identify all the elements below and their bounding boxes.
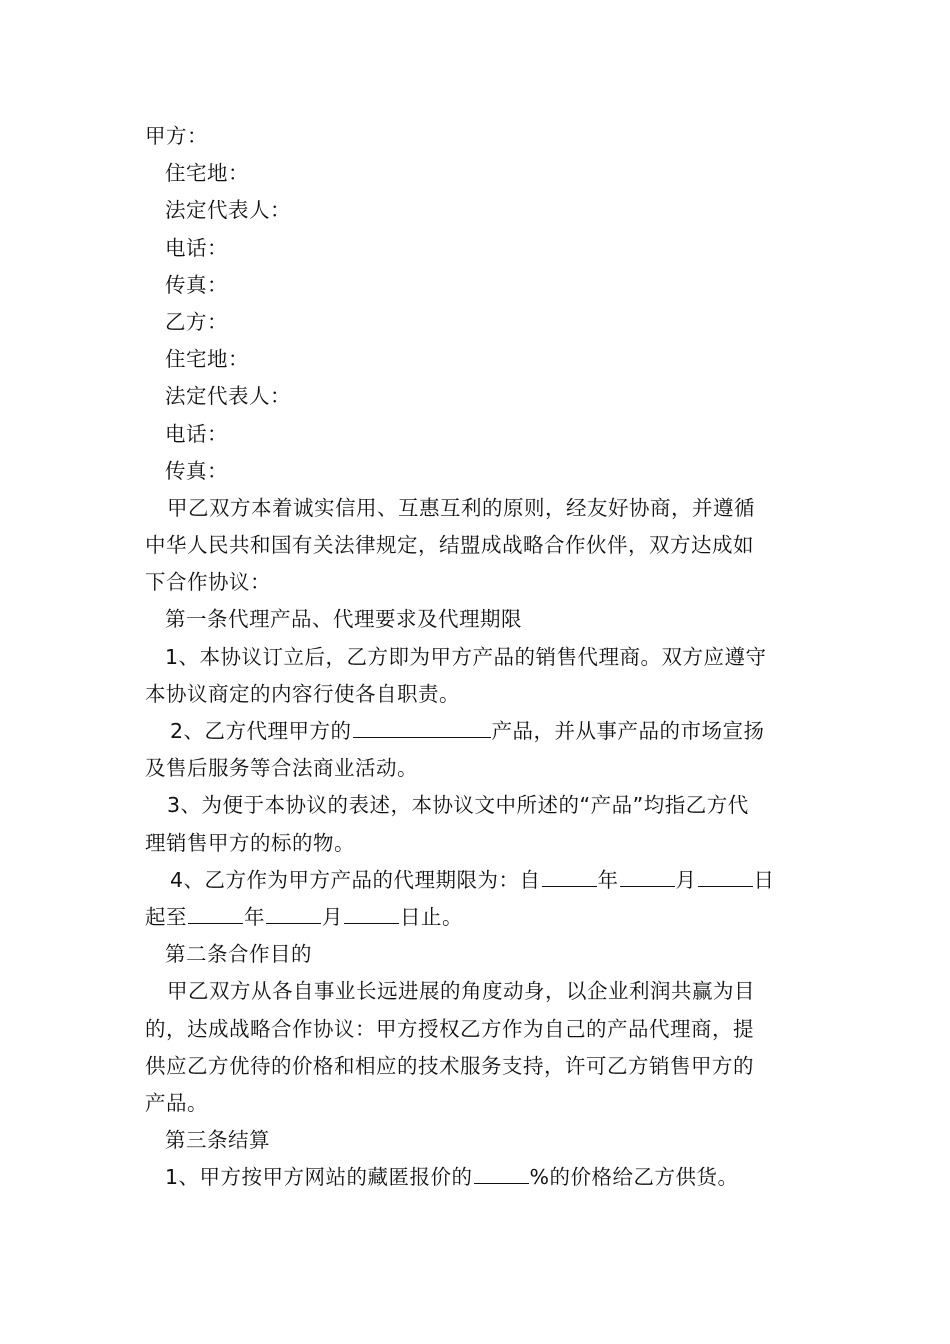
product-blank-field[interactable]: [353, 717, 491, 738]
month-label: 月: [322, 904, 343, 929]
end-year-blank[interactable]: [188, 903, 243, 924]
article-2-line-1: 甲乙双方从各自事业长远进展的角度动身，以企业利润共赢为目: [167, 979, 755, 1004]
clause-2-suffix: 产品，并从事产品的市场宣扬: [491, 719, 765, 743]
clause-2-prefix: 2、乙方代理甲方的: [170, 719, 352, 743]
article-3-title: 第三条结算: [165, 1128, 270, 1153]
article-1-clause-3-line-2: 理销售甲方的标的物。: [145, 830, 355, 855]
party-b-fax: 传真：: [165, 458, 228, 483]
day-label: 日: [753, 867, 775, 892]
article-1-clause-2-line-2: 及售后服务等合法商业活动。: [145, 756, 418, 781]
article-2-line-2: 的，达成战略合作协议：甲方授权乙方作为自己的产品代理商，提: [145, 1016, 754, 1041]
party-a-legal-rep: 法定代表人：: [165, 198, 291, 223]
article-2-line-3: 供应乙方优待的价格和相应的技术服务支持，许可乙方销售甲方的: [145, 1053, 754, 1078]
article-3-clause-1-suffix: %的价格给乙方供货。: [529, 1165, 739, 1190]
party-a-phone: 电话：: [165, 235, 228, 260]
article-1-clause-1-line-2: 本协议商定的内容行使各自职责。: [145, 681, 460, 706]
party-a-residence: 住宅地：: [165, 161, 249, 186]
clause-4-prefix: 4、乙方作为甲方产品的代理期限为：自: [170, 867, 541, 892]
intro-line-1: 甲乙双方本着诚实信用、互惠互利的原则，经友好协商，并遵循: [167, 495, 755, 520]
year-label: 年: [597, 867, 619, 892]
article-3-clause-1: [145, 1159, 815, 1196]
party-b-heading: 乙方：: [165, 309, 228, 334]
end-day-blank[interactable]: [344, 903, 399, 924]
party-b-residence: 住宅地：: [165, 347, 249, 372]
start-month-blank[interactable]: [620, 866, 675, 887]
start-year-blank[interactable]: [542, 866, 597, 887]
clause-4-end: 日止。: [400, 904, 463, 929]
article-1-clause-1-line-1: 1、本协议订立后，乙方即为甲方产品的销售代理商。双方应遵守: [165, 644, 767, 669]
end-month-blank[interactable]: [266, 903, 321, 924]
year-label: 年: [244, 904, 265, 929]
party-b-phone: 电话：: [165, 421, 228, 446]
month-label: 月: [675, 867, 697, 892]
intro-line-3: 下合作协议：: [145, 570, 271, 595]
party-b-legal-rep: 法定代表人：: [165, 384, 291, 409]
article-1-clause-2-line-1: [145, 713, 815, 750]
article-2-line-4: 产品。: [145, 1090, 208, 1115]
article-1-clause-4-line-2: [145, 899, 815, 936]
article-1-clause-3-line-1: 3、为便于本协议的表述，本协议文中所述的“产品”均指乙方代: [167, 793, 749, 818]
article-3-clause-1-prefix: 1、甲方按甲方网站的藏匿报价的: [165, 1165, 473, 1190]
article-1-clause-4-line-1: [145, 862, 815, 899]
party-a-fax: 传真：: [165, 272, 228, 297]
clause-4-line-2-prefix: 起至: [145, 904, 187, 929]
document-body: [145, 118, 815, 1196]
discount-percent-blank[interactable]: [474, 1163, 529, 1184]
article-1-title: 第一条代理产品、代理要求及代理期限: [165, 607, 522, 632]
start-day-blank[interactable]: [698, 866, 753, 887]
party-a-heading: 甲方：: [145, 124, 208, 148]
intro-line-2: 中华人民共和国有关法律规定，结盟成战略合作伙伴，双方达成如: [145, 533, 754, 558]
article-2-title: 第二条合作目的: [165, 942, 312, 967]
